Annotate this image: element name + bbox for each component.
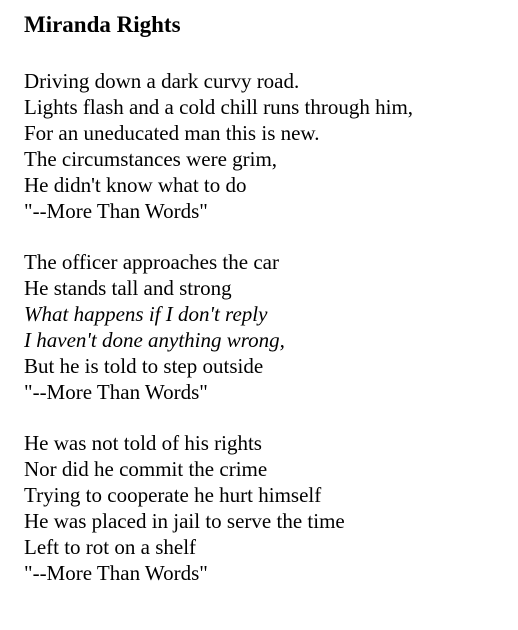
poem-line: The circumstances were grim, — [24, 147, 278, 171]
poem-line-italic: I haven't done anything wrong, — [24, 328, 285, 352]
poem-line: Nor did he commit the crime — [24, 457, 268, 481]
poem-line: The officer approaches the car — [24, 250, 279, 274]
refrain-line: "--More Than Words" — [24, 561, 208, 585]
poem-line: For an uneducated man this is new. — [24, 121, 320, 145]
poem-line: But he is told to step outside — [24, 354, 264, 378]
refrain-line: "--More Than Words" — [24, 380, 208, 404]
poem-title: Miranda Rights — [24, 12, 181, 37]
poem-line: Trying to cooperate he hurt himself — [24, 483, 322, 507]
poem-line: Left to rot on a shelf — [24, 535, 197, 559]
poem-line: Driving down a dark curvy road. — [24, 69, 300, 93]
stanza-2 — [24, 249, 514, 405]
refrain-line: "--More Than Words" — [24, 199, 208, 223]
poem-document — [24, 10, 514, 586]
poem-line: He was placed in jail to serve the time — [24, 509, 345, 533]
stanza-3 — [24, 430, 514, 586]
poem-line: He didn't know what to do — [24, 173, 247, 197]
poem-line-italic: What happens if I don't reply — [24, 302, 268, 326]
poem-line: Lights flash and a cold chill runs through him, — [24, 95, 414, 119]
stanza-1 — [24, 68, 514, 224]
poem-line: He stands tall and strong — [24, 276, 232, 300]
poem-line: He was not told of his rights — [24, 431, 262, 455]
